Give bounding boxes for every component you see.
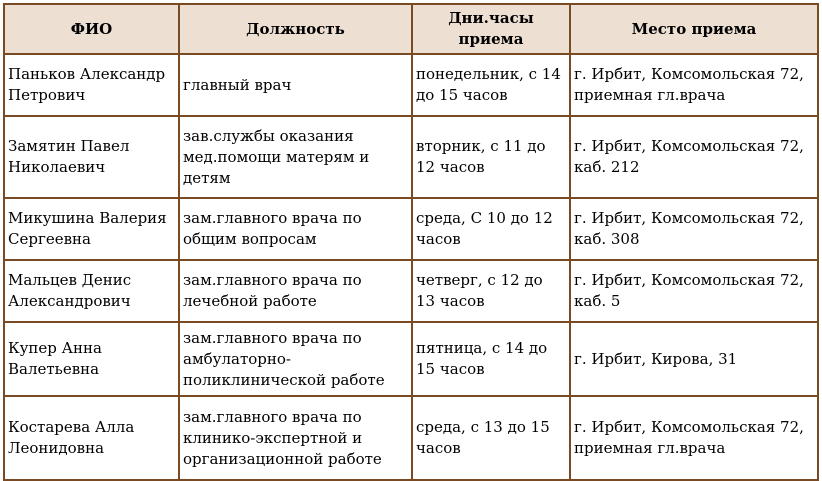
cell-place: г. Ирбит, Комсомольская 72, каб. 212	[570, 116, 818, 198]
cell-position: зав.службы оказания мед.помощи матерям и детям	[179, 116, 412, 198]
cell-place: г. Ирбит, Комсомольская 72, приемная гл.врача	[570, 396, 818, 480]
cell-position: зам.главного врача по лечебной работе	[179, 260, 412, 322]
cell-hours: вторник, с 11 до 12 часов	[412, 116, 570, 198]
table-row	[4, 54, 818, 116]
cell-hours: среда, с 13 до 15 часов	[412, 396, 570, 480]
header-row	[4, 4, 818, 54]
cell-place: г. Ирбит, Комсомольская 72, приемная гл.врача	[570, 54, 818, 116]
cell-place: г. Ирбит, Комсомольская 72, каб. 5	[570, 260, 818, 322]
cell-name: Купер Анна Валетьевна	[4, 322, 179, 396]
table-row	[4, 260, 818, 322]
table-row	[4, 322, 818, 396]
cell-hours: пятница, с 14 до 15 часов	[412, 322, 570, 396]
cell-hours: среда, С 10 до 12 часов	[412, 198, 570, 260]
header-hours: Дни.часы приема	[412, 4, 570, 54]
header-place: Место приема	[570, 4, 818, 54]
cell-name: Паньков Александр Петрович	[4, 54, 179, 116]
cell-position: зам.главного врача по клинико-экспертной и организационной работе	[179, 396, 412, 480]
cell-name: Мальцев Денис Александрович	[4, 260, 179, 322]
reception-schedule-table	[3, 3, 819, 481]
cell-position: зам.главного врача по амбулаторно-поликлинической работе	[179, 322, 412, 396]
table-row	[4, 396, 818, 480]
cell-name: Замятин Павел Николаевич	[4, 116, 179, 198]
cell-hours: понедельник, с 14 до 15 часов	[412, 54, 570, 116]
table-row	[4, 116, 818, 198]
cell-position: главный врач	[179, 54, 412, 116]
cell-place: г. Ирбит, Комсомольская 72, каб. 308	[570, 198, 818, 260]
cell-position: зам.главного врача по общим вопросам	[179, 198, 412, 260]
cell-place: г. Ирбит, Кирова, 31	[570, 322, 818, 396]
cell-hours: четверг, с 12 до 13 часов	[412, 260, 570, 322]
cell-name: Микушина Валерия Сергеевна	[4, 198, 179, 260]
header-name: ФИО	[4, 4, 179, 54]
cell-name: Костарева Алла Леонидовна	[4, 396, 179, 480]
header-position: Должность	[179, 4, 412, 54]
table-row	[4, 198, 818, 260]
